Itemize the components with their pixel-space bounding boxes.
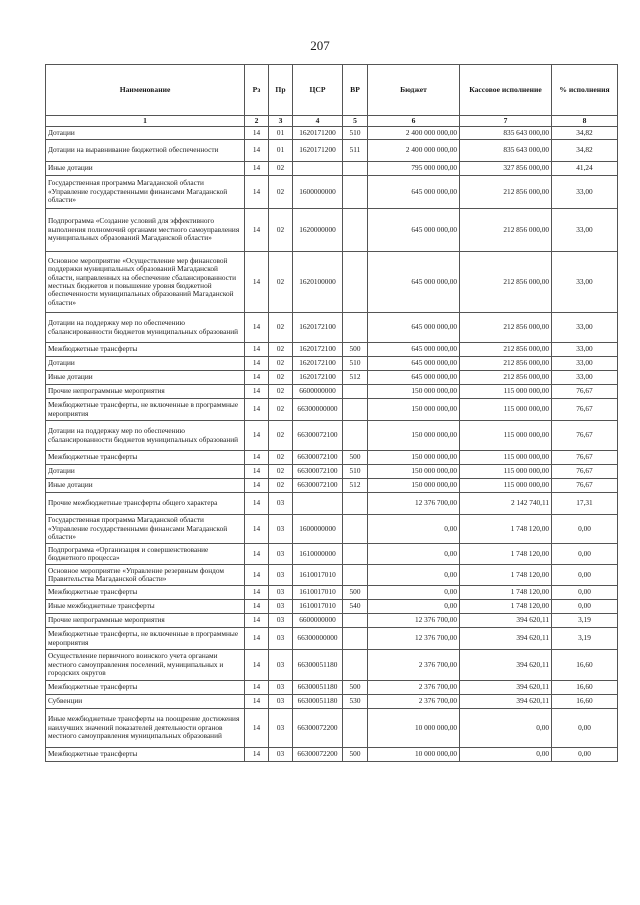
row-csr: 1610000000 [293, 544, 343, 565]
row-cash: 0,00 [460, 709, 552, 748]
row-pct: 0,00 [552, 565, 618, 586]
row-cash: 1 748 120,00 [460, 544, 552, 565]
row-pr: 01 [269, 140, 293, 162]
row-csr: 66300051180 [293, 681, 343, 695]
row-pct: 33,00 [552, 209, 618, 252]
row-pr: 02 [269, 399, 293, 421]
row-cash: 394 620,11 [460, 695, 552, 709]
table-row [46, 385, 618, 399]
header-csr: ЦСР [293, 65, 343, 116]
row-pr: 02 [269, 421, 293, 451]
row-vr [343, 421, 368, 451]
row-pct: 0,00 [552, 748, 618, 762]
row-cash: 212 856 000,00 [460, 343, 552, 357]
row-vr: 500 [343, 343, 368, 357]
row-pct: 33,00 [552, 357, 618, 371]
row-vr [343, 544, 368, 565]
row-pct: 76,67 [552, 451, 618, 465]
row-pct: 76,67 [552, 479, 618, 493]
row-name: Прочие межбюджетные трансферты общего характера [46, 493, 245, 515]
header-row [46, 65, 618, 116]
column-number: 4 [293, 116, 343, 127]
row-vr: 530 [343, 695, 368, 709]
column-number: 1 [46, 116, 245, 127]
table-row [46, 600, 618, 614]
column-number: 5 [343, 116, 368, 127]
row-budget: 12 376 700,00 [368, 614, 460, 628]
row-csr: 1620171200 [293, 140, 343, 162]
row-cash: 1 748 120,00 [460, 586, 552, 600]
row-cash: 1 748 120,00 [460, 515, 552, 544]
row-pct: 16,60 [552, 650, 618, 681]
row-budget: 645 000 000,00 [368, 371, 460, 385]
row-pct: 0,00 [552, 515, 618, 544]
row-csr: 1620172100 [293, 357, 343, 371]
row-csr: 1620100000 [293, 252, 343, 313]
row-pr: 03 [269, 565, 293, 586]
row-cash: 212 856 000,00 [460, 371, 552, 385]
row-pct: 16,60 [552, 695, 618, 709]
row-budget: 2 400 000 000,00 [368, 140, 460, 162]
header-budget: Бюджет [368, 65, 460, 116]
row-pr: 03 [269, 493, 293, 515]
row-name: Иные дотации [46, 162, 245, 176]
table-row [46, 544, 618, 565]
row-vr [343, 399, 368, 421]
row-pct: 76,67 [552, 385, 618, 399]
row-pr: 03 [269, 695, 293, 709]
table-row [46, 451, 618, 465]
column-number: 3 [269, 116, 293, 127]
row-name: Иные дотации [46, 479, 245, 493]
row-rz: 14 [245, 695, 269, 709]
row-name: Дотации на поддержку мер по обеспечению сбалансированности бюджетов муниципальных образований [46, 313, 245, 343]
row-rz: 14 [245, 357, 269, 371]
row-cash: 1 748 120,00 [460, 600, 552, 614]
row-csr: 66300072100 [293, 465, 343, 479]
row-cash: 115 000 000,00 [460, 385, 552, 399]
row-csr: 1610017010 [293, 600, 343, 614]
row-budget: 150 000 000,00 [368, 399, 460, 421]
row-budget: 0,00 [368, 586, 460, 600]
row-csr: 66300000000 [293, 628, 343, 650]
row-csr: 1610017010 [293, 586, 343, 600]
row-vr [343, 614, 368, 628]
row-vr [343, 565, 368, 586]
row-pct: 33,00 [552, 252, 618, 313]
table-row [46, 252, 618, 313]
row-pr: 02 [269, 451, 293, 465]
row-name: Государственная программа Магаданской области «Управление государственными финансами Магаданской области» [46, 515, 245, 544]
row-vr: 500 [343, 748, 368, 762]
row-pct: 33,00 [552, 176, 618, 209]
row-pr: 03 [269, 628, 293, 650]
header-pr: Пр [269, 65, 293, 116]
header-cash: Кассовое исполнение [460, 65, 552, 116]
row-pr: 02 [269, 252, 293, 313]
row-csr: 66300072100 [293, 451, 343, 465]
row-cash: 212 856 000,00 [460, 252, 552, 313]
row-csr: 1620000000 [293, 209, 343, 252]
row-rz: 14 [245, 313, 269, 343]
column-number: 6 [368, 116, 460, 127]
row-name: Межбюджетные трансферты [46, 681, 245, 695]
table-row [46, 479, 618, 493]
row-cash: 2 142 740,11 [460, 493, 552, 515]
table-row [46, 681, 618, 695]
row-pct: 33,00 [552, 371, 618, 385]
row-pr: 03 [269, 748, 293, 762]
row-budget: 150 000 000,00 [368, 385, 460, 399]
table-row [46, 371, 618, 385]
table-row [46, 709, 618, 748]
row-csr: 66300072100 [293, 479, 343, 493]
row-rz: 14 [245, 650, 269, 681]
row-rz: 14 [245, 162, 269, 176]
row-rz: 14 [245, 385, 269, 399]
row-pr: 03 [269, 681, 293, 695]
row-budget: 2 376 700,00 [368, 650, 460, 681]
row-pr: 03 [269, 586, 293, 600]
row-name: Подпрограмма «Организация и совершенствование бюджетного процесса» [46, 544, 245, 565]
table-row [46, 162, 618, 176]
table-row [46, 421, 618, 451]
row-pr: 03 [269, 614, 293, 628]
row-pr: 02 [269, 385, 293, 399]
row-csr: 66300072100 [293, 421, 343, 451]
row-budget: 150 000 000,00 [368, 421, 460, 451]
table-row [46, 493, 618, 515]
header-rz: Рз [245, 65, 269, 116]
row-pct: 16,60 [552, 681, 618, 695]
row-name: Межбюджетные трансферты [46, 586, 245, 600]
table-body [46, 127, 618, 762]
row-cash: 212 856 000,00 [460, 209, 552, 252]
column-number: 2 [245, 116, 269, 127]
row-rz: 14 [245, 493, 269, 515]
row-budget: 645 000 000,00 [368, 176, 460, 209]
row-name: Межбюджетные трансферты [46, 748, 245, 762]
row-pct: 76,67 [552, 399, 618, 421]
row-csr: 6600000000 [293, 385, 343, 399]
row-csr: 66300051180 [293, 650, 343, 681]
row-budget: 645 000 000,00 [368, 209, 460, 252]
row-rz: 14 [245, 127, 269, 140]
row-name: Государственная программа Магаданской области «Управление государственными финансами Магаданской области» [46, 176, 245, 209]
row-budget: 645 000 000,00 [368, 357, 460, 371]
row-vr [343, 709, 368, 748]
row-budget: 0,00 [368, 600, 460, 614]
table-row [46, 515, 618, 544]
row-csr: 66300072200 [293, 748, 343, 762]
row-rz: 14 [245, 565, 269, 586]
row-csr: 1600000000 [293, 176, 343, 209]
row-budget: 150 000 000,00 [368, 451, 460, 465]
row-rz: 14 [245, 586, 269, 600]
row-vr [343, 313, 368, 343]
row-rz: 14 [245, 515, 269, 544]
row-name: Основное мероприятие «Управление резервным фондом Правительства Магаданской области» [46, 565, 245, 586]
row-cash: 1 748 120,00 [460, 565, 552, 586]
row-pr: 02 [269, 176, 293, 209]
row-pr: 01 [269, 127, 293, 140]
row-cash: 115 000 000,00 [460, 465, 552, 479]
row-vr: 510 [343, 465, 368, 479]
table-row [46, 127, 618, 140]
row-pr: 02 [269, 313, 293, 343]
row-pct: 76,67 [552, 465, 618, 479]
row-name: Дотации [46, 465, 245, 479]
row-rz: 14 [245, 748, 269, 762]
row-rz: 14 [245, 399, 269, 421]
row-name: Подпрограмма «Создание условий для эффективного выполнения полномочий органами местного самоуправления муниципальных образований Магаданской области» [46, 209, 245, 252]
row-cash: 327 856 000,00 [460, 162, 552, 176]
row-pr: 02 [269, 162, 293, 176]
row-pct: 76,67 [552, 421, 618, 451]
row-budget: 150 000 000,00 [368, 479, 460, 493]
row-vr: 500 [343, 681, 368, 695]
row-csr: 66300051180 [293, 695, 343, 709]
row-budget: 645 000 000,00 [368, 252, 460, 313]
row-pr: 03 [269, 515, 293, 544]
row-csr: 1620172100 [293, 313, 343, 343]
header-vr: ВР [343, 65, 368, 116]
row-vr: 500 [343, 586, 368, 600]
row-vr [343, 385, 368, 399]
table-row [46, 586, 618, 600]
row-budget: 150 000 000,00 [368, 465, 460, 479]
row-rz: 14 [245, 140, 269, 162]
row-rz: 14 [245, 465, 269, 479]
row-cash: 115 000 000,00 [460, 479, 552, 493]
page-number: 207 [310, 38, 330, 53]
column-number-row [46, 116, 618, 127]
row-cash: 835 643 000,00 [460, 127, 552, 140]
row-vr [343, 209, 368, 252]
row-budget: 10 000 000,00 [368, 748, 460, 762]
column-number: 8 [552, 116, 618, 127]
row-pct: 34,82 [552, 127, 618, 140]
row-vr: 510 [343, 127, 368, 140]
row-pr: 02 [269, 209, 293, 252]
row-name: Основное мероприятие «Осуществление мер финансовой поддержки муниципальных образований Магаданской области, направленных на обеспечение сбалансированности местных бюджетов и повышение уровня бюджетной обеспеченности муниципальных образований Магаданской области» [46, 252, 245, 313]
table-row [46, 465, 618, 479]
row-cash: 115 000 000,00 [460, 451, 552, 465]
row-rz: 14 [245, 614, 269, 628]
table-row [46, 614, 618, 628]
table-row [46, 695, 618, 709]
row-budget: 0,00 [368, 515, 460, 544]
row-cash: 212 856 000,00 [460, 357, 552, 371]
row-budget: 2 376 700,00 [368, 681, 460, 695]
row-cash: 0,00 [460, 748, 552, 762]
row-cash: 394 620,11 [460, 650, 552, 681]
row-vr: 512 [343, 479, 368, 493]
row-rz: 14 [245, 421, 269, 451]
row-csr: 66300072200 [293, 709, 343, 748]
row-name: Прочие непрограммные мероприятия [46, 614, 245, 628]
row-csr: 1620171200 [293, 127, 343, 140]
row-rz: 14 [245, 479, 269, 493]
row-name: Межбюджетные трансферты [46, 451, 245, 465]
row-vr [343, 162, 368, 176]
row-name: Дотации на выравнивание бюджетной обеспеченности [46, 140, 245, 162]
row-budget: 10 000 000,00 [368, 709, 460, 748]
row-vr: 510 [343, 357, 368, 371]
row-csr: 1610017010 [293, 565, 343, 586]
table-row [46, 748, 618, 762]
row-budget: 12 376 700,00 [368, 493, 460, 515]
row-pr: 02 [269, 371, 293, 385]
row-budget: 0,00 [368, 544, 460, 565]
row-rz: 14 [245, 628, 269, 650]
row-rz: 14 [245, 681, 269, 695]
row-pct: 0,00 [552, 544, 618, 565]
header-name: Наименование [46, 65, 245, 116]
row-pr: 02 [269, 465, 293, 479]
row-csr: 1600000000 [293, 515, 343, 544]
row-vr [343, 176, 368, 209]
row-pct: 41,24 [552, 162, 618, 176]
row-vr [343, 515, 368, 544]
row-vr [343, 493, 368, 515]
table-row [46, 357, 618, 371]
row-csr [293, 162, 343, 176]
row-pr: 02 [269, 479, 293, 493]
row-vr: 500 [343, 451, 368, 465]
row-name: Прочие непрограммные мероприятия [46, 385, 245, 399]
row-pr: 03 [269, 709, 293, 748]
row-name: Дотации на поддержку мер по обеспечению сбалансированности бюджетов муниципальных образований [46, 421, 245, 451]
row-budget: 0,00 [368, 565, 460, 586]
row-name: Осуществление первичного воинского учета органами местного самоуправления поселений, муниципальных и городских округов [46, 650, 245, 681]
table-row [46, 140, 618, 162]
row-rz: 14 [245, 176, 269, 209]
row-pr: 03 [269, 544, 293, 565]
row-rz: 14 [245, 544, 269, 565]
row-name: Субвенции [46, 695, 245, 709]
row-pct: 3,19 [552, 614, 618, 628]
row-vr: 511 [343, 140, 368, 162]
row-csr: 66300000000 [293, 399, 343, 421]
row-cash: 394 620,11 [460, 681, 552, 695]
row-cash: 115 000 000,00 [460, 421, 552, 451]
row-cash: 394 620,11 [460, 628, 552, 650]
row-pct: 17,31 [552, 493, 618, 515]
table-row [46, 399, 618, 421]
row-pct: 33,00 [552, 313, 618, 343]
row-cash: 212 856 000,00 [460, 176, 552, 209]
table-row [46, 209, 618, 252]
table-row [46, 628, 618, 650]
row-cash: 394 620,11 [460, 614, 552, 628]
row-pct: 34,82 [552, 140, 618, 162]
row-csr: 1620172100 [293, 343, 343, 357]
row-vr [343, 628, 368, 650]
row-budget: 2 400 000 000,00 [368, 127, 460, 140]
header-pct: % исполнения [552, 65, 618, 116]
row-pct: 33,00 [552, 343, 618, 357]
row-budget: 2 376 700,00 [368, 695, 460, 709]
row-name: Иные межбюджетные трансферты на поощрение достижения наилучших значений показателей деятельности органов местного самоуправления муниципальных образований [46, 709, 245, 748]
table-row [46, 650, 618, 681]
budget-execution-table [45, 64, 618, 762]
row-budget: 645 000 000,00 [368, 343, 460, 357]
row-cash: 212 856 000,00 [460, 313, 552, 343]
row-vr: 540 [343, 600, 368, 614]
row-csr [293, 493, 343, 515]
row-name: Межбюджетные трансферты, не включенные в программные мероприятия [46, 628, 245, 650]
row-budget: 12 376 700,00 [368, 628, 460, 650]
row-pct: 3,19 [552, 628, 618, 650]
table-row [46, 343, 618, 357]
row-rz: 14 [245, 371, 269, 385]
row-cash: 835 643 000,00 [460, 140, 552, 162]
row-csr: 6600000000 [293, 614, 343, 628]
table-row [46, 565, 618, 586]
row-rz: 14 [245, 343, 269, 357]
row-cash: 115 000 000,00 [460, 399, 552, 421]
row-rz: 14 [245, 209, 269, 252]
row-name: Дотации [46, 357, 245, 371]
row-name: Межбюджетные трансферты [46, 343, 245, 357]
row-name: Иные межбюджетные трансферты [46, 600, 245, 614]
table-row [46, 313, 618, 343]
row-rz: 14 [245, 709, 269, 748]
row-vr [343, 650, 368, 681]
row-name: Дотации [46, 127, 245, 140]
row-name: Межбюджетные трансферты, не включенные в программные мероприятия [46, 399, 245, 421]
row-pct: 0,00 [552, 600, 618, 614]
row-csr: 1620172100 [293, 371, 343, 385]
row-pr: 03 [269, 600, 293, 614]
table-row [46, 176, 618, 209]
row-rz: 14 [245, 451, 269, 465]
row-budget: 795 000 000,00 [368, 162, 460, 176]
row-vr [343, 252, 368, 313]
row-pct: 0,00 [552, 586, 618, 600]
row-rz: 14 [245, 600, 269, 614]
column-number: 7 [460, 116, 552, 127]
row-pct: 0,00 [552, 709, 618, 748]
row-rz: 14 [245, 252, 269, 313]
row-pr: 03 [269, 650, 293, 681]
row-vr: 512 [343, 371, 368, 385]
row-name: Иные дотации [46, 371, 245, 385]
row-pr: 02 [269, 343, 293, 357]
row-budget: 645 000 000,00 [368, 313, 460, 343]
row-pr: 02 [269, 357, 293, 371]
